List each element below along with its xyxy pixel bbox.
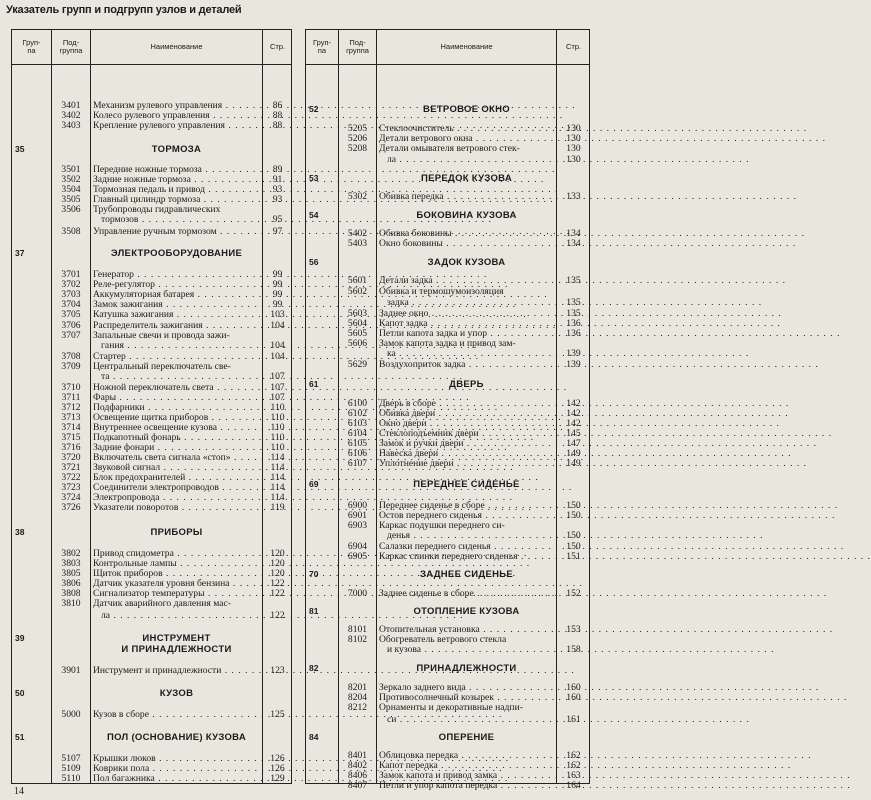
subgroup-code: 5109 [61, 763, 81, 774]
item-name: Коврики пола . . . [93, 764, 260, 774]
page-ref: 110 [270, 442, 285, 453]
item-name: Трубопроводы гидравлических [93, 204, 221, 215]
group-title: ЗАДОК КУЗОВА [427, 257, 506, 268]
item-name: Переднее сиденье в сборе . . . [379, 501, 554, 511]
page-ref: 110 [270, 422, 285, 433]
subgroup-code: 3715 [61, 432, 81, 443]
item-name: Петли и упор капота передка . . . [379, 781, 554, 791]
left-column-table [11, 29, 292, 784]
subgroup-code: 3705 [61, 309, 81, 320]
subgroup-code: 3716 [61, 442, 81, 453]
group-number: 51 [15, 732, 25, 742]
subgroup-code: 5206 [347, 133, 368, 144]
page-ref: 134 [566, 238, 581, 249]
item-name: денья . . . [387, 531, 554, 541]
subgroup-code: 5107 [61, 753, 81, 764]
subgroup-code: 6904 [347, 541, 368, 552]
subgroup-code: 3805 [61, 568, 81, 579]
table-body [12, 65, 291, 783]
group-title: ТОРМОЗА [151, 144, 202, 155]
page-ref: 89 [272, 164, 283, 175]
item-name: си . . . [387, 715, 554, 725]
page-ref: 99 [272, 289, 283, 300]
page-ref: 114 [270, 452, 285, 463]
item-name: Крепление рулевого управления . . . [93, 121, 260, 131]
page-ref: 122 [270, 578, 285, 589]
item-name: Внутреннее освещение кузова . . . [93, 423, 260, 433]
page-ref: 88 [272, 110, 283, 121]
subgroup-code: 3722 [61, 472, 81, 483]
page-ref: 107 [270, 371, 285, 382]
header-name: Наименование [150, 42, 203, 51]
group-number: 38 [15, 527, 25, 537]
item-name: Дверь в сборе . . . [379, 399, 554, 409]
page-ref: 88 [272, 120, 283, 131]
item-name: Замок зажигания . . . [93, 300, 260, 310]
item-name: тормозов . . . [101, 215, 260, 225]
subgroup-code: 5603 [347, 308, 368, 319]
subgroup-code: 6102 [347, 408, 368, 419]
item-name: Звуковой сигнал . . . [93, 463, 260, 473]
subgroup-code: 6103 [347, 418, 368, 429]
subgroup-code: 3808 [61, 588, 81, 599]
page-ref: 114 [270, 482, 285, 493]
subgroup-code: 6905 [347, 551, 368, 562]
subgroup-code: 5110 [61, 773, 81, 784]
item-name: Замок и ручки двери . . . [379, 439, 554, 449]
subgroup-code: 3721 [61, 462, 81, 473]
subgroup-code: 5605 [347, 328, 368, 339]
subgroup-code: 3701 [61, 269, 81, 280]
group-title: ДВЕРЬ [449, 379, 484, 390]
group-title: ЭЛЕКТРООБОРУДОВАНИЕ [110, 248, 243, 259]
item-name: Тормозная педаль и привод . . . [93, 185, 260, 195]
page-ref: 99 [272, 269, 283, 280]
item-name: ла . . . [101, 611, 260, 621]
item-name: Пол багажника . . . [93, 774, 260, 784]
subgroup-code: 3702 [61, 279, 81, 290]
subgroup-code: 3802 [61, 548, 81, 559]
page-ref: 150 [566, 500, 581, 511]
subgroup-code: 3726 [61, 502, 81, 513]
item-name: Окно боковины . . . [379, 239, 554, 249]
page-ref: 91 [272, 174, 283, 185]
group-number: 84 [309, 732, 319, 742]
item-name: Воздухоприток задка . . . [379, 360, 554, 370]
page-ref: 126 [270, 763, 285, 774]
page-ref: 130 [566, 143, 581, 154]
item-name: Электропровода . . . [93, 493, 260, 503]
page-ref: 158 [566, 644, 581, 655]
page-ref: 163 [566, 770, 581, 781]
item-name: Обивка и термошумоизоляция [379, 286, 504, 297]
page-ref: 142 [566, 398, 581, 409]
page-ref: 114 [270, 472, 285, 483]
page-ref: 136 [566, 318, 581, 329]
item-name: Контрольные лампы . . . [93, 559, 260, 569]
item-name: Детали ветрового окна . . . [379, 134, 554, 144]
item-name: Обивка двери . . . [379, 409, 554, 419]
subgroup-code: 3402 [61, 110, 81, 121]
item-name: Капот передка . . . [379, 761, 554, 771]
page-ref: 107 [270, 392, 285, 403]
item-name: Замок капота и привод замка . . . [379, 771, 554, 781]
item-name: Реле-регулятор . . . [93, 280, 260, 290]
item-name: задка . . . [387, 298, 554, 308]
group-number: 54 [309, 210, 319, 220]
right-column-table [305, 29, 590, 791]
item-name: Крышки люков . . . [93, 754, 260, 764]
subgroup-code: 7000 [347, 588, 368, 599]
page-ref: 122 [270, 588, 285, 599]
group-number: 37 [15, 248, 25, 258]
item-name: Стеклоподъемник двери . . . [379, 429, 554, 439]
group-title: ПРИНАДЛЕЖНОСТИ [416, 663, 517, 674]
page-ref: 104 [270, 320, 285, 331]
subgroup-code: 3401 [61, 100, 81, 111]
subgroup-code: 3704 [61, 299, 81, 310]
subgroup-code: 3724 [61, 492, 81, 503]
item-name: Каркас спинки переднего сиденья . . . [379, 552, 554, 562]
page-ref: 123 [270, 665, 285, 676]
subgroup-code: 5402 [347, 228, 368, 239]
item-name: Обивка передка . . . [379, 192, 554, 202]
group-number: 39 [15, 633, 25, 643]
group-number: 53 [309, 173, 319, 183]
group-number: 61 [309, 379, 319, 389]
page-ref: 125 [270, 709, 285, 720]
item-name: Обивка боковины . . . [379, 229, 554, 239]
page-ref: 107 [270, 382, 285, 393]
subgroup-code: 3707 [61, 330, 81, 341]
table-header [12, 30, 291, 65]
header-group: Груп- па [22, 38, 41, 55]
subgroup-code: 5208 [347, 143, 368, 154]
subgroup-code: 5602 [347, 286, 368, 297]
subgroup-code: 3709 [61, 361, 81, 372]
group-title: ЗАДНЕЕ СИДЕНЬЕ [419, 569, 514, 580]
page-ref: 135 [566, 308, 581, 319]
subgroup-code: 3711 [61, 392, 81, 403]
item-name: Указатели поворотов . . . [93, 503, 260, 513]
group-title: ПЕРЕДНЕЕ СИДЕНЬЕ [413, 479, 520, 490]
item-name: Датчик аварийного давления мас- [93, 598, 231, 609]
group-number: 52 [309, 104, 319, 114]
item-name: Облицовка передка . . . [379, 751, 554, 761]
item-name: Салазки переднего сиденья . . . [379, 542, 554, 552]
subgroup-code: 5629 [347, 359, 368, 370]
item-name: Подфарники . . . [93, 403, 260, 413]
item-name: Обогреватель ветрового стекла [379, 634, 507, 645]
item-name: Щиток приборов . . . [93, 569, 260, 579]
subgroup-code: 3708 [61, 351, 81, 362]
subgroup-code: 3810 [61, 598, 81, 609]
page-ref: 120 [270, 558, 285, 569]
group-number: 70 [309, 569, 319, 579]
page-ref: 147 [566, 438, 581, 449]
page-ref: 120 [270, 548, 285, 559]
item-name: Стеклоочиститель . . . [379, 124, 554, 134]
page-ref: 103 [270, 309, 285, 320]
subgroup-code: 5205 [347, 123, 368, 134]
page-ref: 110 [270, 412, 285, 423]
page-ref: 162 [566, 750, 581, 761]
item-name: Датчик указателя уровня бензина . . . [93, 579, 260, 589]
subgroup-code: 6903 [347, 520, 368, 531]
item-name: Навеска двери . . . [379, 449, 554, 459]
page-ref: 93 [272, 184, 283, 195]
item-name: Ножной переключатель света . . . [93, 383, 260, 393]
item-name: Инструмент и принадлежности . . . [93, 666, 260, 676]
page-ref: 150 [566, 541, 581, 552]
header-name: Наименование [440, 42, 493, 51]
page-ref: 135 [566, 297, 581, 308]
subgroup-code: 3502 [61, 174, 81, 185]
page-ref: 126 [270, 753, 285, 764]
page-ref: 130 [566, 133, 581, 144]
subgroup-code: 3803 [61, 558, 81, 569]
subgroup-code: 8101 [347, 624, 368, 635]
page-ref: 93 [272, 194, 283, 205]
page-ref: 133 [566, 191, 581, 202]
item-name: Аккумуляторная батарея . . . [93, 290, 260, 300]
subgroup-code: 6100 [347, 398, 368, 409]
group-title: ПЕРЕДОК КУЗОВА [420, 173, 513, 184]
subgroup-code: 8401 [347, 750, 368, 761]
table-body [306, 65, 589, 791]
page-ref: 110 [270, 432, 285, 443]
item-name: Включатель света сигнала «стоп» . . . [93, 453, 260, 463]
page-ref: 122 [270, 610, 285, 621]
page-ref: 160 [566, 692, 581, 703]
page-ref: 152 [566, 588, 581, 599]
subgroup-code: 5403 [347, 238, 368, 249]
item-name: Подкапотный фонарь . . . [93, 433, 260, 443]
page-ref: 114 [270, 462, 285, 473]
page-ref: 142 [566, 418, 581, 429]
subgroup-code: 3720 [61, 452, 81, 463]
item-name: Генератор . . . [93, 270, 260, 280]
page-ref: 139 [566, 348, 581, 359]
header-page: Стр. [565, 42, 582, 51]
page-ref: 104 [270, 351, 285, 362]
subgroup-code: 3712 [61, 402, 81, 413]
item-name: Окно двери . . . [379, 419, 554, 429]
item-name: Детали задка . . . [379, 276, 554, 286]
item-name: Запальные свечи и провода зажи- [93, 330, 230, 341]
subgroup-code: 3506 [61, 204, 81, 215]
page-ref: 119 [270, 502, 285, 513]
item-name: Управление ручным тормозом . . . [93, 227, 260, 237]
item-name: Замок капота задка и привод зам- [379, 338, 516, 349]
group-number: 35 [15, 144, 25, 154]
item-name: Детали омывателя ветрового стек- [379, 143, 520, 154]
subgroup-code: 3710 [61, 382, 81, 393]
item-name: Центральный переключатель све- [93, 361, 231, 372]
subgroup-code: 6104 [347, 428, 368, 439]
subgroup-code: 3403 [61, 120, 81, 131]
group-title: БОКОВИНА КУЗОВА [416, 210, 517, 221]
item-name: Орнаменты и декоративные надпи- [379, 702, 523, 713]
page-ref: 130 [566, 123, 581, 134]
item-name: Капот задка . . . [379, 319, 554, 329]
header-page: Стр. [269, 42, 286, 51]
subgroup-code: 8407 [347, 780, 368, 791]
page-ref: 86 [272, 100, 283, 111]
subgroup-code: 6105 [347, 438, 368, 449]
page-ref: 99 [272, 279, 283, 290]
subgroup-code: 5000 [61, 709, 81, 720]
item-name: ла . . . [387, 155, 554, 165]
subgroup-code: 6901 [347, 510, 368, 521]
page-ref: 161 [566, 714, 581, 725]
item-name: Остов переднего сиденья . . . [379, 511, 554, 521]
item-name: Петли капота задка и упор . . . [379, 329, 554, 339]
page-ref: 104 [270, 340, 285, 351]
page-ref: 145 [566, 428, 581, 439]
group-number: 56 [309, 257, 319, 267]
page-ref: 164 [566, 780, 581, 791]
page-ref: 114 [270, 492, 285, 503]
page-ref: 149 [566, 458, 581, 469]
table-header [306, 30, 589, 65]
subgroup-code: 3901 [61, 665, 81, 676]
item-name: Кузов в сборе . . . [93, 710, 260, 720]
subgroup-code: 6107 [347, 458, 368, 469]
item-name: Механизм рулевого управления . . . [93, 101, 260, 111]
page-ref: 129 [270, 773, 285, 784]
item-name: Блок предохранителей . . . [93, 473, 260, 483]
subgroup-code: 6106 [347, 448, 368, 459]
page-ref: 130 [566, 154, 581, 165]
item-name: Сигнализатор температуры . . . [93, 589, 260, 599]
subgroup-code: 8402 [347, 760, 368, 771]
subgroup-code: 3703 [61, 289, 81, 300]
subgroup-code: 6900 [347, 500, 368, 511]
group-title: ИНСТРУМЕНТ И ПРИНАДЛЕЖНОСТИ [121, 633, 232, 655]
subgroup-code: 5604 [347, 318, 368, 329]
group-number: 81 [309, 606, 319, 616]
header-subgroup: Под- группа [59, 38, 83, 55]
page-ref: 99 [272, 299, 283, 310]
subgroup-code: 3714 [61, 422, 81, 433]
page-number: 14 [14, 786, 24, 797]
page-ref: 110 [270, 402, 285, 413]
item-name: Привод спидометра . . . [93, 549, 260, 559]
subgroup-code: 3505 [61, 194, 81, 205]
group-title: ПРИБОРЫ [150, 527, 203, 538]
group-title: ОПЕРЕНИЕ [438, 732, 495, 743]
group-title: ОТОПЛЕНИЕ КУЗОВА [413, 606, 520, 617]
item-name: Уплотнение двери . . . [379, 459, 554, 469]
header-group: Груп- па [312, 38, 332, 55]
item-name: Распределитель зажигания . . . [93, 321, 260, 331]
page-ref: 162 [566, 760, 581, 771]
subgroup-code: 3706 [61, 320, 81, 331]
subgroup-code: 3508 [61, 226, 81, 237]
page-ref: 150 [566, 510, 581, 521]
page-ref: 95 [272, 214, 283, 225]
page-ref: 134 [566, 228, 581, 239]
item-name: Отопительная установка . . . [379, 625, 554, 635]
subgroup-code: 5302 [347, 191, 368, 202]
subgroup-code: 8204 [347, 692, 368, 703]
item-name: гания . . . [101, 341, 260, 351]
item-name: Главный цилиндр тормоза . . . [93, 195, 260, 205]
group-title: КУЗОВ [159, 688, 194, 699]
page-ref: 153 [566, 624, 581, 635]
item-name: Каркас подушки переднего си- [379, 520, 505, 531]
page-ref: 97 [272, 226, 283, 237]
subgroup-code: 3806 [61, 578, 81, 589]
subgroup-code: 3723 [61, 482, 81, 493]
item-name: Противосолнечный козырек . . . [379, 693, 554, 703]
subgroup-code: 8201 [347, 682, 368, 693]
header-subgroup: Под- группа [346, 38, 369, 55]
page-ref: 150 [566, 530, 581, 541]
page-ref: 151 [566, 551, 581, 562]
subgroup-code: 5606 [347, 338, 368, 349]
group-number: 82 [309, 663, 319, 673]
subgroup-code: 8406 [347, 770, 368, 781]
item-name: Заднее окно . . . [379, 309, 554, 319]
page-ref: 142 [566, 408, 581, 419]
page-ref: 135 [566, 275, 581, 286]
item-name: Фары . . . [93, 393, 260, 403]
subgroup-code: 8212 [347, 702, 368, 713]
item-name: та . . . [101, 372, 260, 382]
page-ref: 139 [566, 359, 581, 370]
item-name: Заднее сиденье в сборе . . . [379, 589, 554, 599]
item-name: Катушка зажигания . . . [93, 310, 260, 320]
item-name: Задние ножные тормоза . . . [93, 175, 260, 185]
subgroup-code: 5601 [347, 275, 368, 286]
page-ref: 120 [270, 568, 285, 579]
item-name: Колесо рулевого управления . . . [93, 111, 260, 121]
page-ref: 149 [566, 448, 581, 459]
item-name: Стартер . . . [93, 352, 260, 362]
group-number: 50 [15, 688, 25, 698]
group-number: 69 [309, 479, 319, 489]
subgroup-code: 3501 [61, 164, 81, 175]
page-ref: 160 [566, 682, 581, 693]
item-name: Задние фонари . . . [93, 443, 260, 453]
item-name: Освещение щитка приборов . . . [93, 413, 260, 423]
subgroup-code: 8102 [347, 634, 368, 645]
page-ref: 136 [566, 328, 581, 339]
item-name: Соединители электропроводов . . . [93, 483, 260, 493]
item-name: и кузова . . . [387, 645, 554, 655]
group-title: ВЕТРОВОЕ ОКНО [423, 104, 510, 115]
subgroup-code: 3713 [61, 412, 81, 423]
group-title: ПОЛ (ОСНОВАНИЕ) КУЗОВА [106, 732, 247, 743]
item-name: Зеркало заднего вида . . . [379, 683, 554, 693]
page-header: Указатель групп и подгрупп узлов и деталей [6, 4, 242, 16]
item-name: Передние ножные тормоза . . . [93, 165, 260, 175]
subgroup-code: 3504 [61, 184, 81, 195]
item-name: ка . . . [387, 349, 554, 359]
